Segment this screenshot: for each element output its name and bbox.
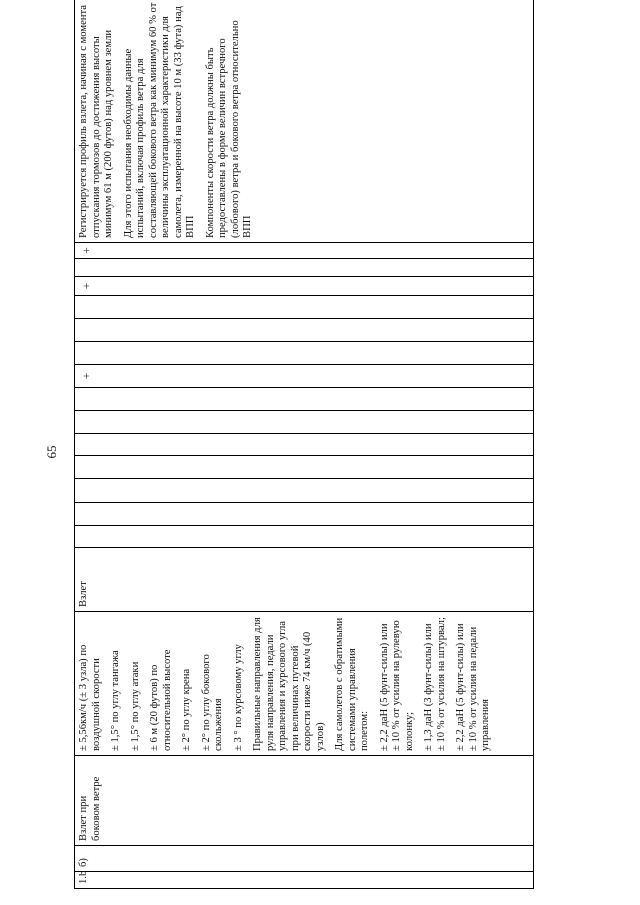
empty-cell [75, 411, 534, 434]
tolerance-item: ± 5,56км/ч (± 3 узла) по воздушной скорости [78, 644, 102, 751]
empty-cell [75, 319, 534, 342]
rotated-requirements-table [74, 2, 534, 889]
tolerance-item: ± 2° по углу бокового скольжения [200, 654, 224, 751]
empty-cell [75, 259, 534, 277]
page-number: 65 [44, 445, 59, 459]
row-letter: б) [75, 846, 534, 872]
empty-cell [75, 479, 534, 503]
empty-cell [75, 296, 534, 319]
applicability-mark: + [75, 277, 534, 296]
table-row [75, 0, 534, 889]
tolerance-item: Для самолетов с обратимыми системами управления полетом: [334, 617, 370, 751]
applicability-mark: + [75, 243, 534, 259]
empty-cell [75, 456, 534, 479]
empty-cell [75, 503, 534, 526]
remark-paragraph: Регистрируется профиль взлета, начиная с момента отпускания тормозов до достижения высоты минимум 61 м (200 футов) над уровнем земли [78, 5, 114, 238]
tolerances-cell [75, 612, 534, 756]
requirements-table [74, 0, 534, 889]
empty-cell [75, 388, 534, 411]
applicability-mark: + [75, 365, 534, 388]
empty-cell [75, 526, 534, 548]
flight-condition: Взлет [75, 548, 534, 612]
test-title: Взлет при боковом ветре [75, 756, 534, 846]
empty-cell [75, 342, 534, 365]
remarks-cell [75, 0, 534, 243]
tolerance-item: Правильные направления для руля направления, педали управления и курсового угла при величинах путевой скорости ниже 74 км/ч (40 узлов) [252, 617, 326, 751]
tolerance-item: ± 1,5° по углу тангажа [110, 650, 121, 751]
tolerance-item: ± 1,3 даН (3 фунт-силы) или ± 10 % от усилия на штурвал; [423, 617, 447, 751]
tolerance-item: ± 6 м (20 футов) по относительной высоте [149, 649, 173, 751]
remark-paragraph: Компоненты скорости ветра должны быть предоставлены в форме величин встречного (лобового) ветра и бокового ветра относительно ВПП [204, 20, 253, 238]
tolerance-item: ± 2,2 даН (5 фунт-силы) или ± 10 % от усилия на педали управления [455, 623, 491, 751]
row-number: 1.b [75, 872, 534, 889]
tolerance-item: ± 3 ° по курсовому углу [232, 644, 244, 751]
tolerance-item: ± 1,5° по углу атаки [129, 661, 141, 751]
tolerance-item: ± 2,2 даН (5 фунт-силы) или ± 10 % от усилия на рулевую колонку; [378, 620, 415, 751]
tolerance-item: ± 2° по углу крена [181, 668, 192, 751]
empty-cell [75, 434, 534, 456]
remark-paragraph: Для этого испытания необходимы данные испытаний, включая профиль ветра для составляющей бокового ветра как минимум 60 % от величины эксплуатационной характеристики для самолета, измеренной на высоте 10 м (33 фута) над ВПП [122, 2, 196, 238]
